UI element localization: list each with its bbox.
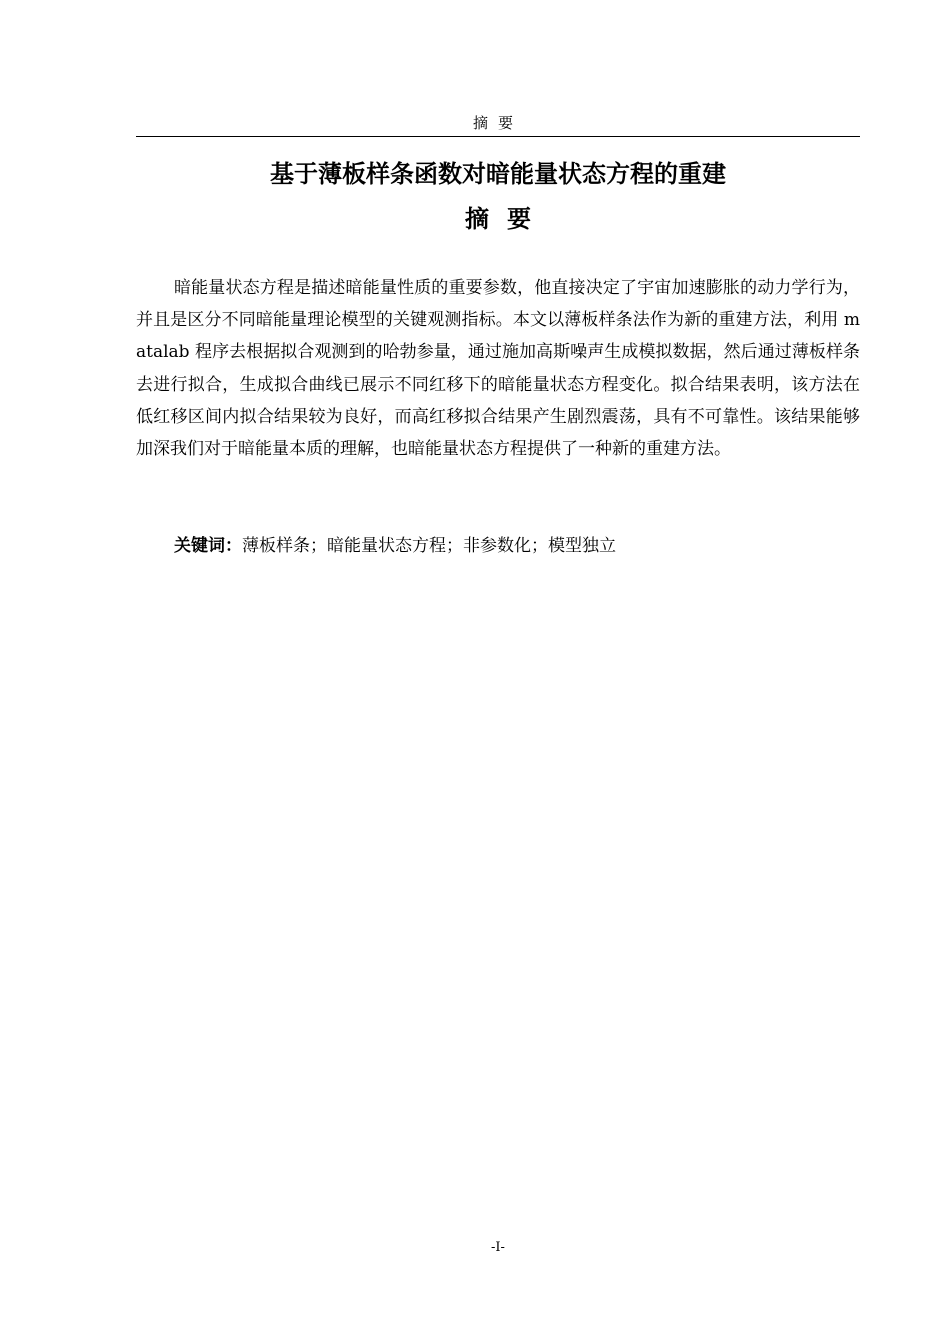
keywords-line <box>174 531 860 561</box>
abstract-heading: 摘要 <box>465 205 549 233</box>
keywords-value: 薄板样条；暗能量状态方程；非参数化；模型独立 <box>242 536 616 556</box>
header-rule <box>136 136 860 137</box>
keywords-label: 关键词： <box>174 536 242 556</box>
document-title: 基于薄板样条函数对暗能量状态方程的重建 <box>270 160 726 188</box>
running-header: 摘要 <box>472 114 523 132</box>
page-number: -I- <box>491 1240 505 1255</box>
abstract-body: 暗能量状态方程是描述暗能量性质的重要参数，他直接决定了宇宙加速膨胀的动力学行为，并且是区分不同暗能量理论模型的关键观测指标。本文以薄板样条法作为新的重建方法，利用 matalab 程序去根据拟合观测到的哈勃参量，通过施加高斯噪声生成模拟数据，然后通过薄板样条去进行拟合，生成拟合曲线已展示不同红移下的暗能量状态方程变化。拟合结果表明，该方法在低红移区间内拟合结果较为良好，而高红移拟合结果产生剧烈震荡，具有不可靠性。该结果能够加深我们对于暗能量本质的理解，也暗能量状态方程提供了一种新的重建方法。 <box>136 278 860 460</box>
